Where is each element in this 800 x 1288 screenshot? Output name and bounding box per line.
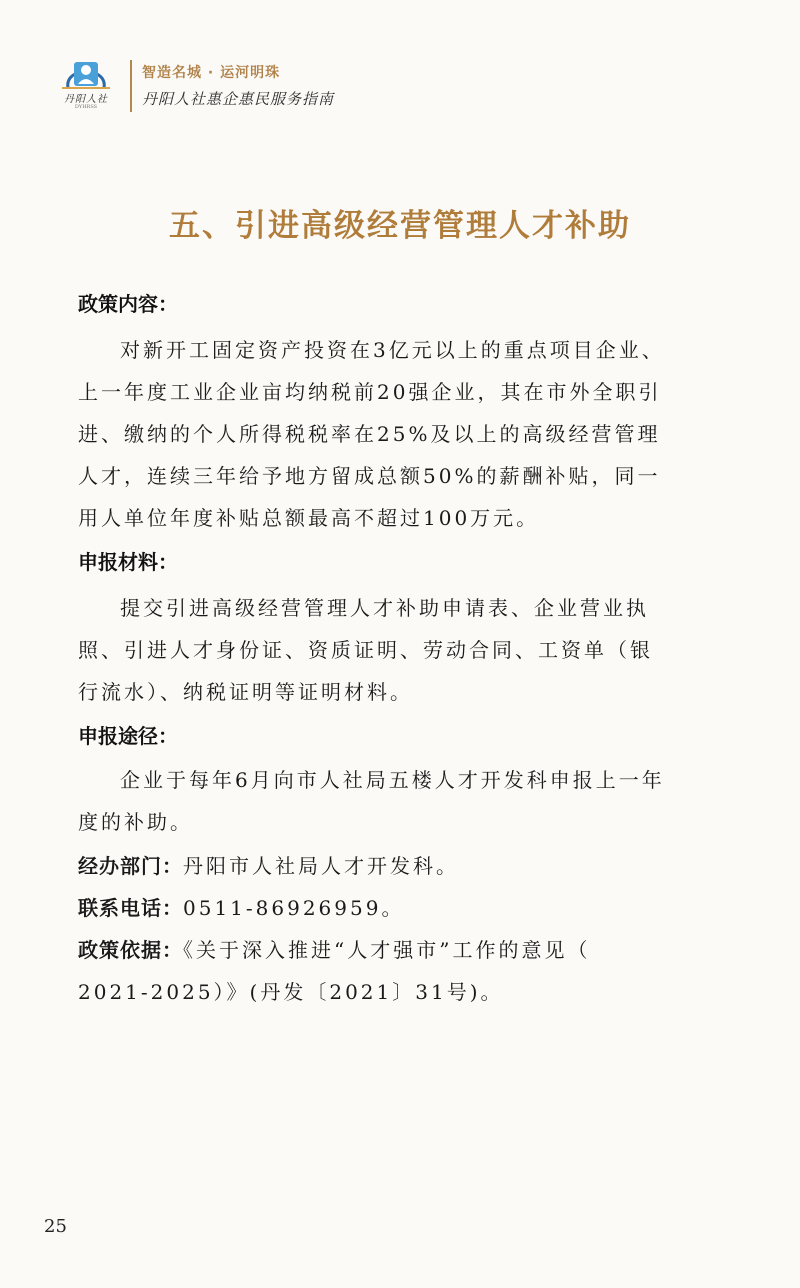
basis-row: [78, 934, 590, 963]
logo-subtext: DYHRSS: [74, 104, 98, 110]
policy-content-line: 上一年度工业企业亩均纳税前20强企业，其在市外全职引: [78, 380, 662, 404]
basis-value: 《关于深入推进“人才强市”工作的意见（: [183, 938, 591, 962]
materials-line: 提交引进高级经营管理人才补助申请表、企业营业执: [120, 596, 649, 620]
policy-content-line: 用人单位年度补贴总额最高不超过100万元。: [78, 506, 540, 530]
basis-label: 政策依据：: [78, 938, 183, 962]
materials-line: 行流水）、纳税证明等证明材料。: [78, 680, 413, 704]
header-slogan: 智造名城 · 运河明珠: [142, 65, 281, 81]
policy-content-line: 进、缴纳的个人所得税税率在25%及以上的高级经营管理: [78, 422, 661, 446]
basis-line: 2021-2025）》(丹发〔2021〕31号)。: [78, 980, 504, 1004]
channel-label: 申报途径：: [78, 724, 178, 748]
phone-label: 联系电话：: [78, 896, 183, 920]
department-value: 丹阳市人社局人才开发科。: [183, 854, 459, 878]
materials-line: 照、引进人才身份证、资质证明、劳动合同、工资单（银: [78, 638, 653, 662]
header-divider: [130, 60, 132, 112]
department-row: [78, 850, 459, 879]
channel-line: 度的补助。: [78, 810, 193, 834]
policy-content-label: 政策内容：: [78, 292, 178, 316]
logo-text: 丹阳人社: [64, 94, 108, 105]
phone-row: [78, 892, 404, 921]
materials-label: 申报材料：: [78, 550, 178, 574]
page-header: [52, 54, 452, 118]
logo-emblem-icon: [52, 54, 120, 94]
phone-value: 0511-86926959。: [183, 896, 405, 920]
page-title: 五、引进高级经营管理人才补助: [169, 208, 631, 244]
policy-content-line: 人才，连续三年给予地方留成总额50%的薪酬补贴，同一: [78, 464, 661, 488]
policy-content-line: 对新开工固定资产投资在3亿元以上的重点项目企业、: [120, 338, 665, 362]
header-guide-title: 丹阳人社惠企惠民服务指南: [142, 90, 335, 108]
channel-line: 企业于每年6月向市人社局五楼人才开发科申报上一年: [120, 768, 665, 792]
logo: [52, 54, 120, 118]
department-label: 经办部门：: [78, 854, 183, 878]
page-number: 25: [44, 1216, 67, 1237]
